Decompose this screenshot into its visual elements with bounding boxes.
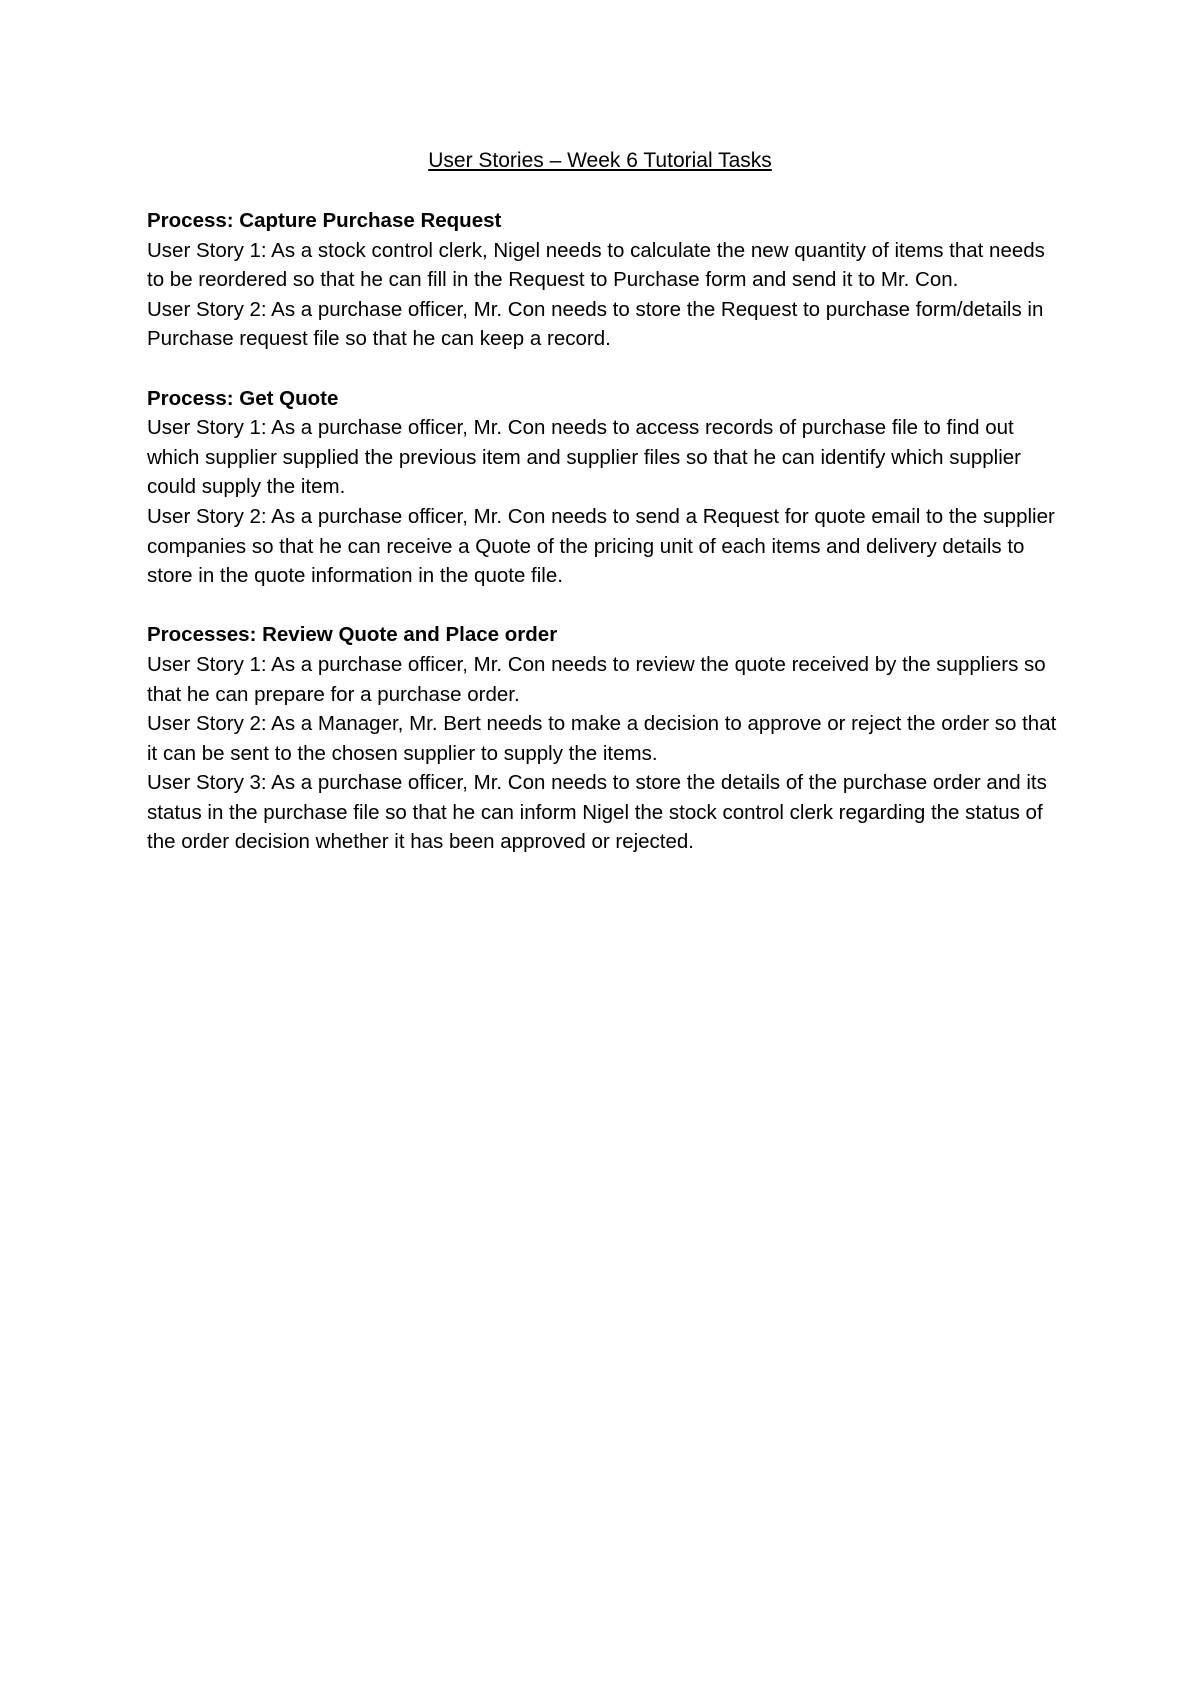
document-title: User Stories – Week 6 Tutorial Tasks (428, 149, 772, 172)
section-heading: Process: Get Quote (147, 386, 339, 410)
user-story: User Story 2: As a purchase officer, Mr. Con needs to store the Request to purchase form/details in Purchase request file so that he can keep a record. (147, 297, 1044, 351)
section-get-quote (147, 384, 1067, 591)
section-heading: Process: Capture Purchase Request (147, 209, 502, 232)
user-story: User Story 2: As a purchase officer, Mr. Con needs to send a Request for quote email to the supplier companies so that he can receive a Quote of the pricing unit of each items and delivery details to store in the quote information in the quote file. (147, 504, 1055, 588)
user-story: User Story 3: As a purchase officer, Mr. Con needs to store the details of the purchase order and its status in the purchase file so that he can inform Nigel the stock control clerk regarding the status of the order decision whether it has been approved or rejected. (147, 771, 1047, 854)
user-story: User Story 1: As a stock control clerk, Nigel needs to calculate the new quantity of items that needs to be reordered so that he can fill in the Request to Purchase form and send it to Mr. Con. (147, 238, 1045, 292)
document-body (147, 206, 1067, 887)
section-review-quote-place-order (147, 620, 1067, 857)
user-story: User Story 1: As a purchase officer, Mr. Con needs to access records of purchase file to find out which supplier supplied the previous item and supplier files so that he can identify which supplier could supply the item. (147, 416, 1022, 499)
section-heading: Processes: Review Quote and Place order (147, 623, 558, 647)
section-capture-purchase-request (147, 206, 1067, 354)
user-story: User Story 2: As a Manager, Mr. Bert needs to make a decision to approve or reject the order so that it can be sent to the chosen supplier to supply the items. (147, 712, 1057, 765)
user-story: User Story 1: As a purchase officer, Mr. Con needs to review the quote received by the suppliers so that he can prepare for a purchase order. (147, 652, 1046, 706)
